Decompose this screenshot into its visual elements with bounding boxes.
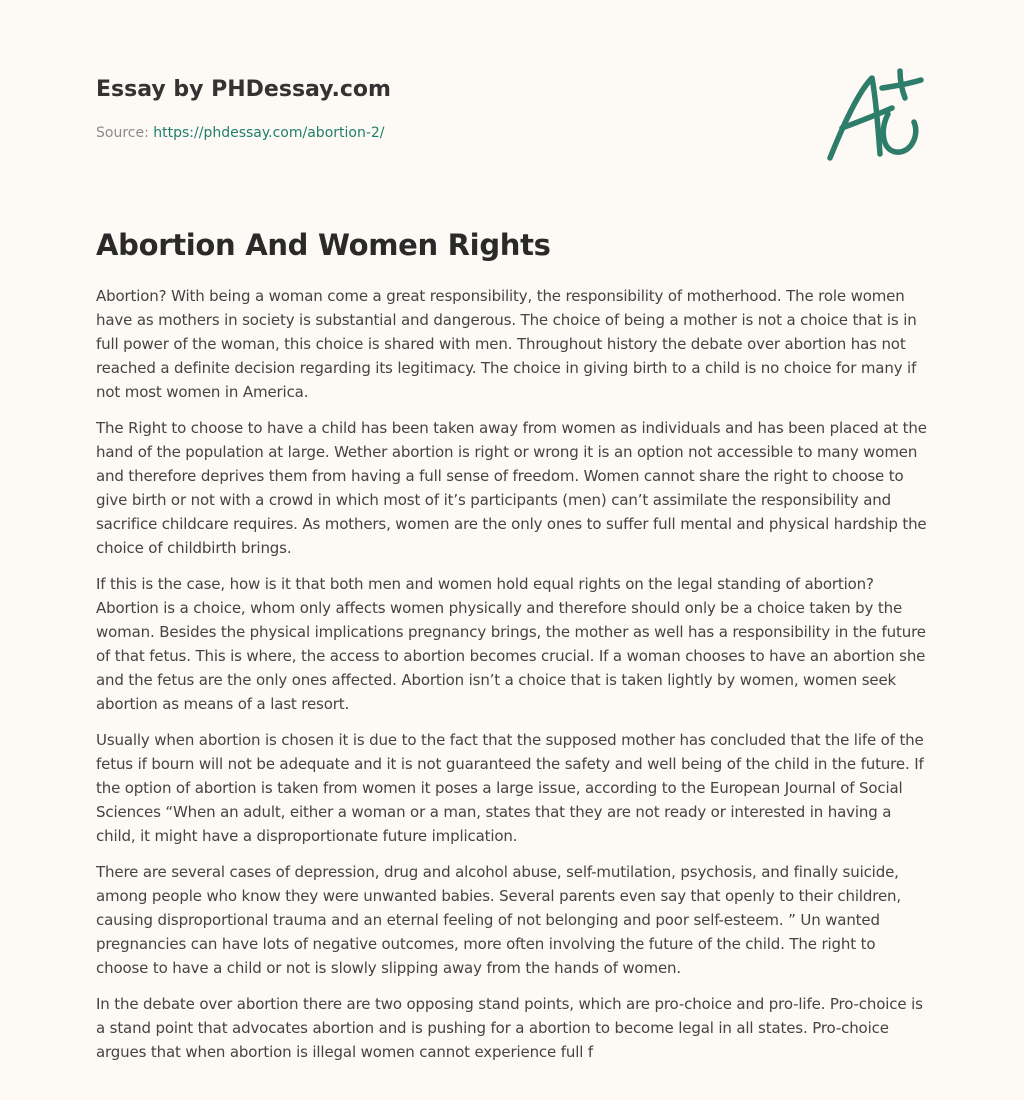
essay-title: Abortion And Women Rights	[96, 228, 551, 262]
essay-paragraph: Abortion? With being a woman come a great responsibility, the responsibility of motherhood. The role women have as mothers in society is substantial and dangerous. The choice of being a mother is not a choice that is in full power of the woman, this choice is shared with men. Throughout history the debate over abortion has not reached a definite decision regarding its legitimacy. The choice in giving birth to a child is no choice for many if not most women in America.	[96, 287, 917, 401]
essay-paragraph: Usually when abortion is chosen it is due to the fact that the supposed mother has concluded that the life of the fetus if bourn will not be adequate and it is not guaranteed the safety and well being of the child in the future. If the option of abortion is taken from women it poses a large issue, according to the European Journal of Social Sciences “When an adult, either a woman or a man, states that they are not ready or interested in having a child, it might have a disproportionate future implication.	[96, 731, 924, 845]
site-brand: Essay by PHDessay.com	[96, 77, 391, 102]
essay-body	[96, 284, 932, 1076]
essay-paragraph: There are several cases of depression, drug and alcohol abuse, self-mutilation, psychosis, and finally suicide, among people who know they were unwanted babies. Several parents even say that openly to their children, causing disproportional trauma and an eternal feeling of not belonging and poor self-esteem. ” Un wanted pregnancies can have lots of negative outcomes, more often involving the future of the child. The right to choose to have a child or not is slowly slipping away from the hands of women.	[96, 863, 902, 977]
essay-paragraph: The Right to choose to have a child has been taken away from women as individuals and has been placed at the hand of the population at large. Wether abortion is right or wrong it is an option not accessible to many women and therefore deprives them from having a full sense of freedom. Women cannot share the right to choose to give birth or not with a crowd in which most of it’s participants (men) can’t assimilate the responsibility and sacrifice childcare requires. As mothers, women are the only ones to suffer full mental and physical hardship the choice of childbirth brings.	[96, 419, 927, 557]
source-link[interactable]: https://phdessay.com/abortion-2/	[153, 125, 385, 141]
essay-paragraph: In the debate over abortion there are two opposing stand points, which are pro-choice and pro-life. Pro-choice is a stand point that advocates abortion and is pushing for a abortion to become legal in all states. Pro-choice argues that when abortion is illegal women cannot experience full f	[96, 995, 923, 1061]
essay-paragraph: If this is the case, how is it that both men and women hold equal rights on the legal standing of abortion? Abortion is a choice, whom only affects women physically and therefore should only be a choice taken by the woman. Besides the physical implications pregnancy brings, the mother as well has a responsibility in the future of that fetus. This is where, the access to abortion becomes crucial. If a woman chooses to have an abortion she and the fetus are the only ones affected. Abortion isn’t a choice that is taken lightly by women, women seek abortion as means of a last resort.	[96, 575, 926, 713]
a-plus-grade-icon	[822, 66, 926, 166]
source-line	[96, 124, 385, 142]
source-label: Source:	[96, 125, 154, 141]
